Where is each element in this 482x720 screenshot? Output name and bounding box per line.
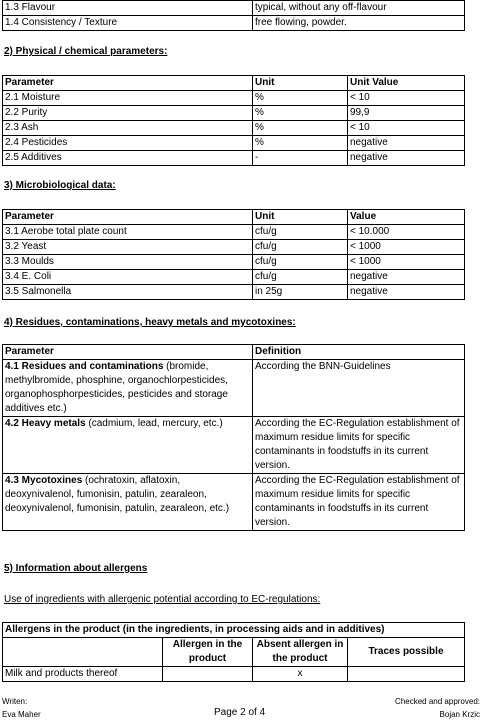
unit-cell: in 25g [253,285,348,300]
value-cell: negative [348,270,465,285]
value-cell: negative [348,151,465,166]
table-row [3,270,465,285]
unit-cell: % [253,121,348,136]
table-header-row [3,76,465,91]
value-cell: free flowing, powder. [253,16,465,31]
table-row [3,360,465,417]
table-row [3,667,465,682]
header-definition: Definition [253,345,465,360]
table-row [3,285,465,300]
table-row [3,121,465,136]
param-cell: 2.4 Pesticides [3,136,253,151]
allergen-subtitle: Use of ingredients with allergenic potential according to EC-regulations: [4,594,321,605]
value-cell: < 1000 [348,240,465,255]
section-4-title: 4) Residues, contaminations, heavy metals and mycotoxines: [4,317,296,328]
table-row [3,16,465,31]
value-cell: typical, without any off-flavour [253,1,465,16]
param-cell: 3.4 E. Coli [3,270,253,285]
header-allergen-in-product: Allergen in the product [163,638,253,667]
physical-chemical-table [2,75,465,166]
param-cell: 2.3 Ash [3,121,253,136]
param-cell [3,417,253,474]
value-cell: < 10 [348,91,465,106]
param-cell [3,474,253,531]
unit-cell: - [253,151,348,166]
absent-allergen-cell: x [253,667,348,682]
general-properties-table [2,0,465,31]
header-parameter: Parameter [3,345,253,360]
definition-cell: According the EC-Regulation establishment of maximum residue limits for specific contaminants in foodstuffs in its current version. [253,417,465,474]
table-header-row [3,210,465,225]
residues-table [2,344,465,531]
allergens-table-title: Allergens in the product (in the ingredients, in processing aids and in additives) [3,623,465,638]
table-row [3,1,465,16]
table-header-row [3,638,465,667]
param-bold: 4.2 Heavy metals [5,418,86,429]
allergens-table [2,622,465,682]
table-row [3,255,465,270]
value-cell: < 1000 [348,255,465,270]
header-parameter: Parameter [3,210,253,225]
unit-cell: % [253,136,348,151]
table-row [3,474,465,531]
table-row [3,417,465,474]
table-row [3,240,465,255]
param-cell [3,360,253,417]
header-unit-value: Unit Value [348,76,465,91]
table-header-row [3,345,465,360]
microbiological-table [2,209,465,300]
footer-approved-name: Bojan Krzic [439,710,480,719]
table-row [3,136,465,151]
page-number: Page 2 of 4 [214,707,266,718]
unit-cell: cfu/g [253,240,348,255]
header-traces-possible: Traces possible [348,638,465,667]
traces-possible-cell [348,667,465,682]
value-cell: < 10 [348,121,465,136]
table-row [3,106,465,121]
header-parameter: Parameter [3,76,253,91]
allergen-in-product-cell [163,667,253,682]
header-absent-allergen: Absent allergen in the product [253,638,348,667]
table-row [3,225,465,240]
param-cell: 1.3 Flavour [3,1,253,16]
definition-cell: According the EC-Regulation establishment of maximum residue limits for specific contaminants in foodstuffs in its current version. [253,474,465,531]
param-bold: 4.3 Mycotoxines [5,475,83,486]
value-cell: < 10.000 [348,225,465,240]
footer-written-name: Eva Maher [2,710,41,719]
param-cell: 2.1 Moisture [3,91,253,106]
unit-cell: cfu/g [253,255,348,270]
param-cell: 3.2 Yeast [3,240,253,255]
param-cell: 2.5 Additives [3,151,253,166]
param-cell: 3.5 Salmonella [3,285,253,300]
unit-cell: cfu/g [253,225,348,240]
value-cell: negative [348,285,465,300]
header-unit: Unit [253,76,348,91]
footer-written-label: Writen: [2,697,28,706]
table-row [3,91,465,106]
section-3-title: 3) Microbiological data: [4,180,116,191]
value-cell: negative [348,136,465,151]
section-2-title: 2) Physical / chemical parameters: [4,46,168,57]
table-row [3,151,465,166]
param-rest: (cadmium, lead, mercury, etc.) [85,418,223,429]
value-cell: 99,9 [348,106,465,121]
footer-approved-label: Checked and approved: [395,697,480,706]
param-cell: 2.2 Purity [3,106,253,121]
param-cell: 1.4 Consistency / Texture [3,16,253,31]
param-cell: 3.3 Moulds [3,255,253,270]
param-rest: (ochratoxin, aflatoxin, deoxynivalenol, fumonisin, patulin, zearaleon, deoxynivalenol, fumonisin, patulin, zearaleon, etc.) [5,475,230,514]
table-title-row [3,623,465,638]
param-cell: 3.1 Aerobe total plate count [3,225,253,240]
section-5-title: 5) Information about allergens [4,563,148,574]
unit-cell: % [253,106,348,121]
definition-cell: According the BNN-Guidelines [253,360,465,417]
allergen-name-cell: Milk and products thereof [3,667,163,682]
param-rest: (bromide, methylbromide, phosphine, organochlorpesticides, organophosphorpesticides, pesticides and storage additives etc.) [5,361,228,414]
header-empty [3,638,163,667]
unit-cell: cfu/g [253,270,348,285]
param-bold: 4.1 Residues and contaminations [5,361,164,372]
header-value: Value [348,210,465,225]
header-unit: Unit [253,210,348,225]
unit-cell: % [253,91,348,106]
